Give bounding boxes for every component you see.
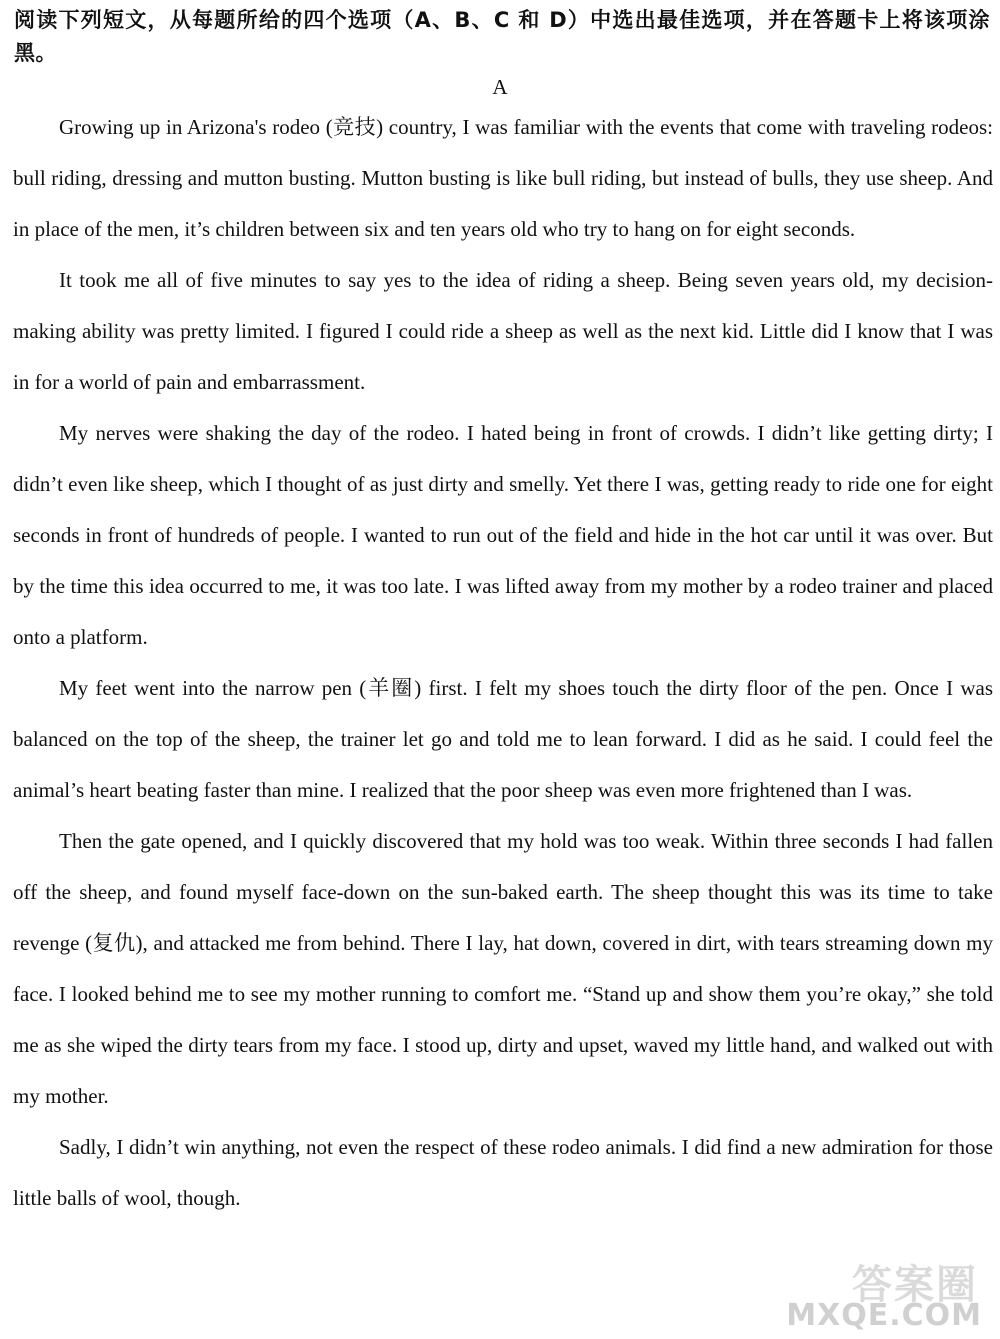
passage-paragraph: My feet went into the narrow pen (羊圈) first. I felt my shoes touch the dirty floor of the pen. Once I was balanced on the top of the sheep, the trainer let go and told me to lean forward. I did as he said. I could feel the animal’s heart beating faster than mine. I realized that the poor sheep was even more frightened than I was. [13, 676, 993, 802]
site-watermark [782, 1253, 982, 1333]
passage-paragraph: My nerves were shaking the day of the rodeo. I hated being in front of crowds. I didn’t like getting dirty; I didn’t even like sheep, which I thought of as just dirty and smelly. Yet there I was, getting ready to ride one for eight seconds in front of hundreds of people. I wanted to run out of the field and hide in the hot car until it was over. But by the time this idea occurred to me, it was too late. I was lifted away from my mother by a rodeo trainer and placed onto a platform. [13, 421, 993, 649]
watermark-url: MXQE.COM [786, 1298, 982, 1333]
reading-instruction: 阅读下列短文，从每题所给的四个选项（A、B、C 和 D）中选出最佳选项，并在答题卡上将该项涂黑。 [14, 8, 990, 65]
passage-paragraph: Then the gate opened, and I quickly discovered that my hold was too weak. Within three seconds I had fallen off the sheep, and found myself face-down on the sun-baked earth. The sheep thought this was its time to take revenge (复仇), and attacked me from behind. There I lay, hat down, covered in dirt, with tears streaming down my face. I looked behind me to see my mother running to comfort me. “Stand up and show them you’re okay,” she told me as she wiped the dirty tears from my face. I stood up, dirty and upset, waved my little hand, and walked out with my mother. [13, 829, 993, 1108]
reading-passage [13, 102, 993, 1224]
passage-paragraph: Growing up in Arizona's rodeo (竞技) country, I was familiar with the events that come with traveling rodeos: bull riding, dressing and mutton busting. Mutton busting is like bull riding, but instead of bulls, they use sheep. And in place of the men, it’s children between six and ten years old who try to hang on for eight seconds. [13, 115, 993, 241]
passage-paragraph: Sadly, I didn’t win anything, not even the respect of these rodeo animals. I did find a new admiration for those little balls of wool, though. [13, 1135, 993, 1210]
section-letter: A [492, 75, 508, 99]
watermark-logo-text: 答案圈 [852, 1262, 978, 1308]
passage-paragraph: It took me all of five minutes to say yes to the idea of riding a sheep. Being seven years old, my decision-making ability was pretty limited. I figured I could ride a sheep as well as the next kid. Little did I know that I was in for a world of pain and embarrassment. [13, 268, 993, 394]
